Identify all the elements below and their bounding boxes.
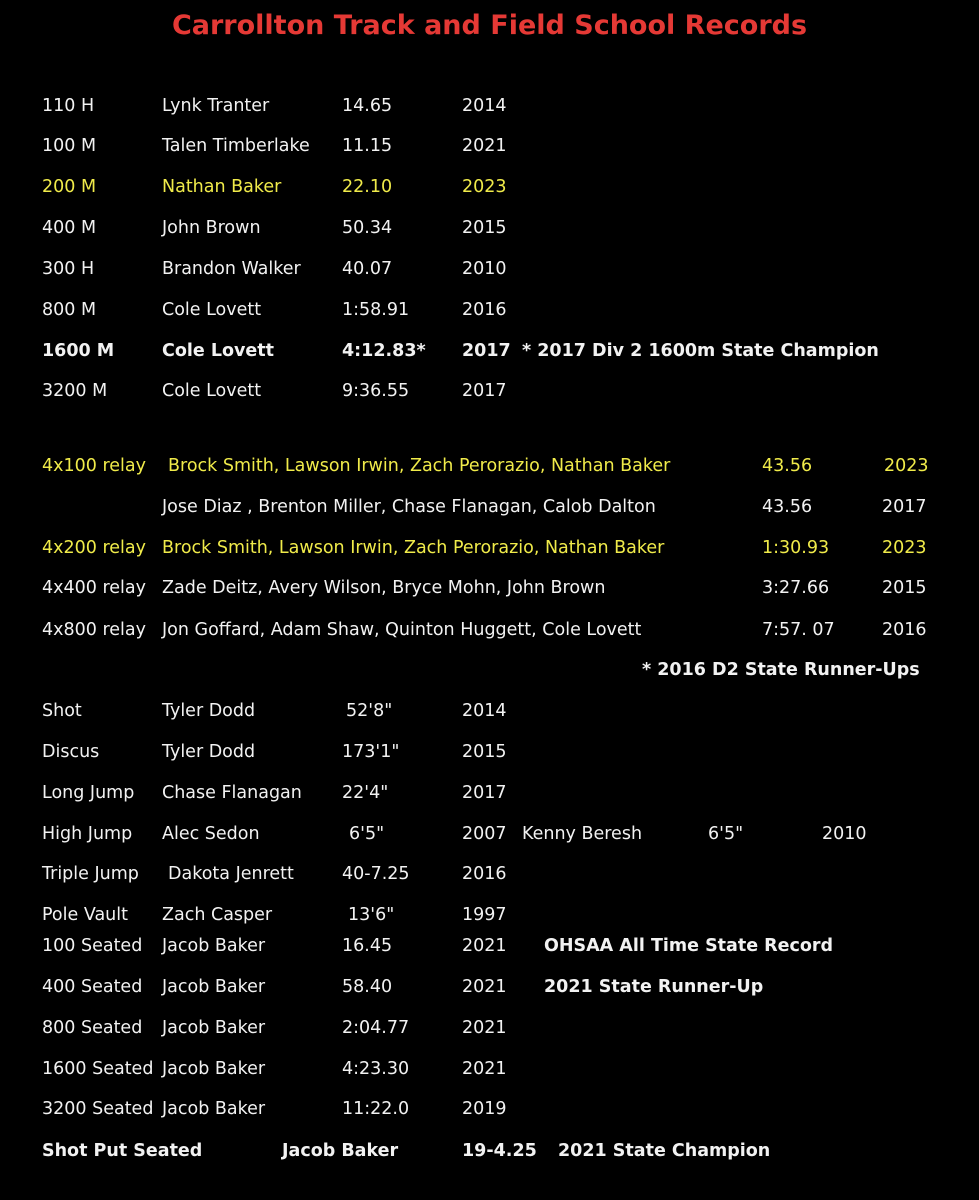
relay-team: Jon Goffard, Adam Shaw, Quinton Huggett, Cole Lovett (162, 620, 642, 640)
record-row-long-jump (0, 778, 979, 808)
event-label: 4x200 relay (42, 538, 146, 558)
record-mark: 22'4" (342, 783, 389, 803)
record-note: 2021 State Champion (558, 1141, 771, 1161)
relay-team: Zade Deitz, Avery Wilson, Bryce Mohn, John Brown (162, 578, 606, 598)
record-row-400-seated (0, 972, 979, 1002)
athlete-name: Jacob Baker (162, 1099, 266, 1119)
event-label: 800 M (42, 300, 97, 320)
record-mark: 6'5" (349, 824, 385, 844)
record-year: 2010 (462, 259, 507, 279)
event-label: 4x800 relay (42, 620, 146, 640)
event-label: 400 Seated (42, 977, 143, 997)
record-row-800-seated (0, 1013, 979, 1043)
event-label: 100 Seated (42, 936, 143, 956)
tie-record-mark: 6'5" (708, 824, 744, 844)
record-mark: 1:58.91 (342, 300, 410, 320)
record-row-discus (0, 737, 979, 767)
record-row-3200-seated (0, 1094, 979, 1124)
record-year: 2021 (462, 977, 507, 997)
record-year: 2023 (462, 177, 507, 197)
record-mark: 19-4.25 (462, 1141, 537, 1161)
record-row-triple-jump (0, 859, 979, 889)
record-year: 2021 (462, 1018, 507, 1038)
relay-row-4x400 (0, 573, 979, 603)
record-mark: 3:27.66 (762, 578, 830, 598)
record-mark: 11.15 (342, 136, 393, 156)
record-row-pole-vault (0, 900, 979, 930)
event-label: High Jump (42, 824, 133, 844)
athlete-name: Brandon Walker (162, 259, 301, 279)
record-year: 2017 (462, 341, 511, 361)
record-mark: 58.40 (342, 977, 393, 997)
event-label: Discus (42, 742, 100, 762)
event-label: 800 Seated (42, 1018, 143, 1038)
record-year: 2016 (462, 300, 507, 320)
athlete-name: Cole Lovett (162, 341, 275, 361)
record-year: 2021 (462, 936, 507, 956)
record-mark: 11:22.0 (342, 1099, 410, 1119)
record-year: 2023 (882, 538, 927, 558)
record-year: 2015 (462, 742, 507, 762)
relay-team: Jose Diaz , Brenton Miller, Chase Flanagan, Calob Dalton (162, 497, 656, 517)
record-note: OHSAA All Time State Record (544, 936, 834, 956)
record-year: 1997 (462, 905, 507, 925)
record-mark: 40.07 (342, 259, 393, 279)
event-label: 4x400 relay (42, 578, 146, 598)
record-row-100m (0, 131, 979, 161)
record-mark: 52'8" (346, 701, 393, 721)
relay-team: Brock Smith, Lawson Irwin, Zach Perorazio, Nathan Baker (168, 456, 671, 476)
relay-note-row (0, 655, 979, 685)
event-label: 100 M (42, 136, 97, 156)
event-label: 3200 M (42, 381, 108, 401)
event-label: Pole Vault (42, 905, 128, 925)
record-mark: 50.34 (342, 218, 393, 238)
record-mark: 4:23.30 (342, 1059, 410, 1079)
relay-row-4x100-tie (0, 492, 979, 522)
record-year: 2014 (462, 96, 507, 116)
tie-record-year: 2010 (822, 824, 867, 844)
athlete-name: Jacob Baker (162, 1059, 266, 1079)
relay-team: Brock Smith, Lawson Irwin, Zach Perorazio, Nathan Baker (162, 538, 665, 558)
record-row-300h (0, 254, 979, 284)
record-mark: 173'1" (342, 742, 400, 762)
relay-row-4x800 (0, 615, 979, 645)
record-mark: 43.56 (762, 497, 813, 517)
record-mark: 40-7.25 (342, 864, 410, 884)
event-label: Triple Jump (42, 864, 139, 884)
athlete-name: John Brown (162, 218, 261, 238)
athlete-name: Zach Casper (162, 905, 273, 925)
record-year: 2023 (884, 456, 929, 476)
record-row-high-jump (0, 819, 979, 849)
event-label: 1600 Seated (42, 1059, 154, 1079)
record-mark: 2:04.77 (342, 1018, 410, 1038)
record-row-1600m (0, 336, 979, 366)
event-label: 400 M (42, 218, 97, 238)
event-label: 3200 Seated (42, 1099, 154, 1119)
record-mark: 22.10 (342, 177, 393, 197)
event-label: 110 H (42, 96, 95, 116)
tie-athlete-name: Kenny Beresh (522, 824, 643, 844)
record-mark: 7:57. 07 (762, 620, 835, 640)
record-mark: 13'6" (348, 905, 395, 925)
record-row-200m (0, 172, 979, 202)
record-year: 2017 (462, 381, 507, 401)
record-mark: 14.65 (342, 96, 393, 116)
record-row-shot (0, 696, 979, 726)
record-note: * 2017 Div 2 1600m State Champion (522, 341, 879, 361)
record-year: 2017 (462, 783, 507, 803)
athlete-name: Cole Lovett (162, 381, 262, 401)
record-row-100-seated (0, 931, 979, 961)
record-note: 2021 State Runner-Up (544, 977, 764, 997)
record-year: 2015 (462, 218, 507, 238)
athlete-name: Lynk Tranter (162, 96, 270, 116)
record-year: 2021 (462, 136, 507, 156)
relay-note: * 2016 D2 State Runner-Ups (642, 660, 920, 680)
record-year: 2016 (462, 864, 507, 884)
athlete-name: Jacob Baker (162, 936, 266, 956)
record-row-800m (0, 295, 979, 325)
athlete-name: Cole Lovett (162, 300, 262, 320)
event-label: 4x100 relay (42, 456, 146, 476)
athlete-name: Alec Sedon (162, 824, 260, 844)
record-year: 2021 (462, 1059, 507, 1079)
event-label: 300 H (42, 259, 95, 279)
athlete-name: Nathan Baker (162, 177, 282, 197)
record-row-shot-put-seated (0, 1136, 979, 1166)
event-label: Long Jump (42, 783, 135, 803)
record-mark: 1:30.93 (762, 538, 830, 558)
athlete-name: Chase Flanagan (162, 783, 302, 803)
event-label: 200 M (42, 177, 97, 197)
event-label: 1600 M (42, 341, 115, 361)
record-year: 2019 (462, 1099, 507, 1119)
athlete-name: Dakota Jenrett (168, 864, 294, 884)
record-mark: 16.45 (342, 936, 393, 956)
event-label: Shot (42, 701, 82, 721)
page-title: Carrollton Track and Field School Records (171, 10, 808, 41)
record-year: 2007 (462, 824, 507, 844)
athlete-name: Jacob Baker (162, 977, 266, 997)
athlete-name: Jacob Baker (282, 1141, 399, 1161)
relay-row-4x100 (0, 451, 979, 481)
athlete-name: Tyler Dodd (162, 742, 256, 762)
athlete-name: Jacob Baker (162, 1018, 266, 1038)
athlete-name: Tyler Dodd (162, 701, 256, 721)
record-row-1600-seated (0, 1054, 979, 1084)
record-year: 2016 (882, 620, 927, 640)
event-label: Shot Put Seated (42, 1141, 203, 1161)
record-year: 2014 (462, 701, 507, 721)
record-year: 2015 (882, 578, 927, 598)
record-year: 2017 (882, 497, 927, 517)
record-row-3200m (0, 376, 979, 406)
athlete-name: Talen Timberlake (162, 136, 310, 156)
record-mark: 4:12.83* (342, 341, 426, 361)
record-row-400m (0, 213, 979, 243)
record-mark: 9:36.55 (342, 381, 410, 401)
relay-row-4x200 (0, 533, 979, 563)
record-row-110h (0, 91, 979, 121)
record-mark: 43.56 (762, 456, 813, 476)
